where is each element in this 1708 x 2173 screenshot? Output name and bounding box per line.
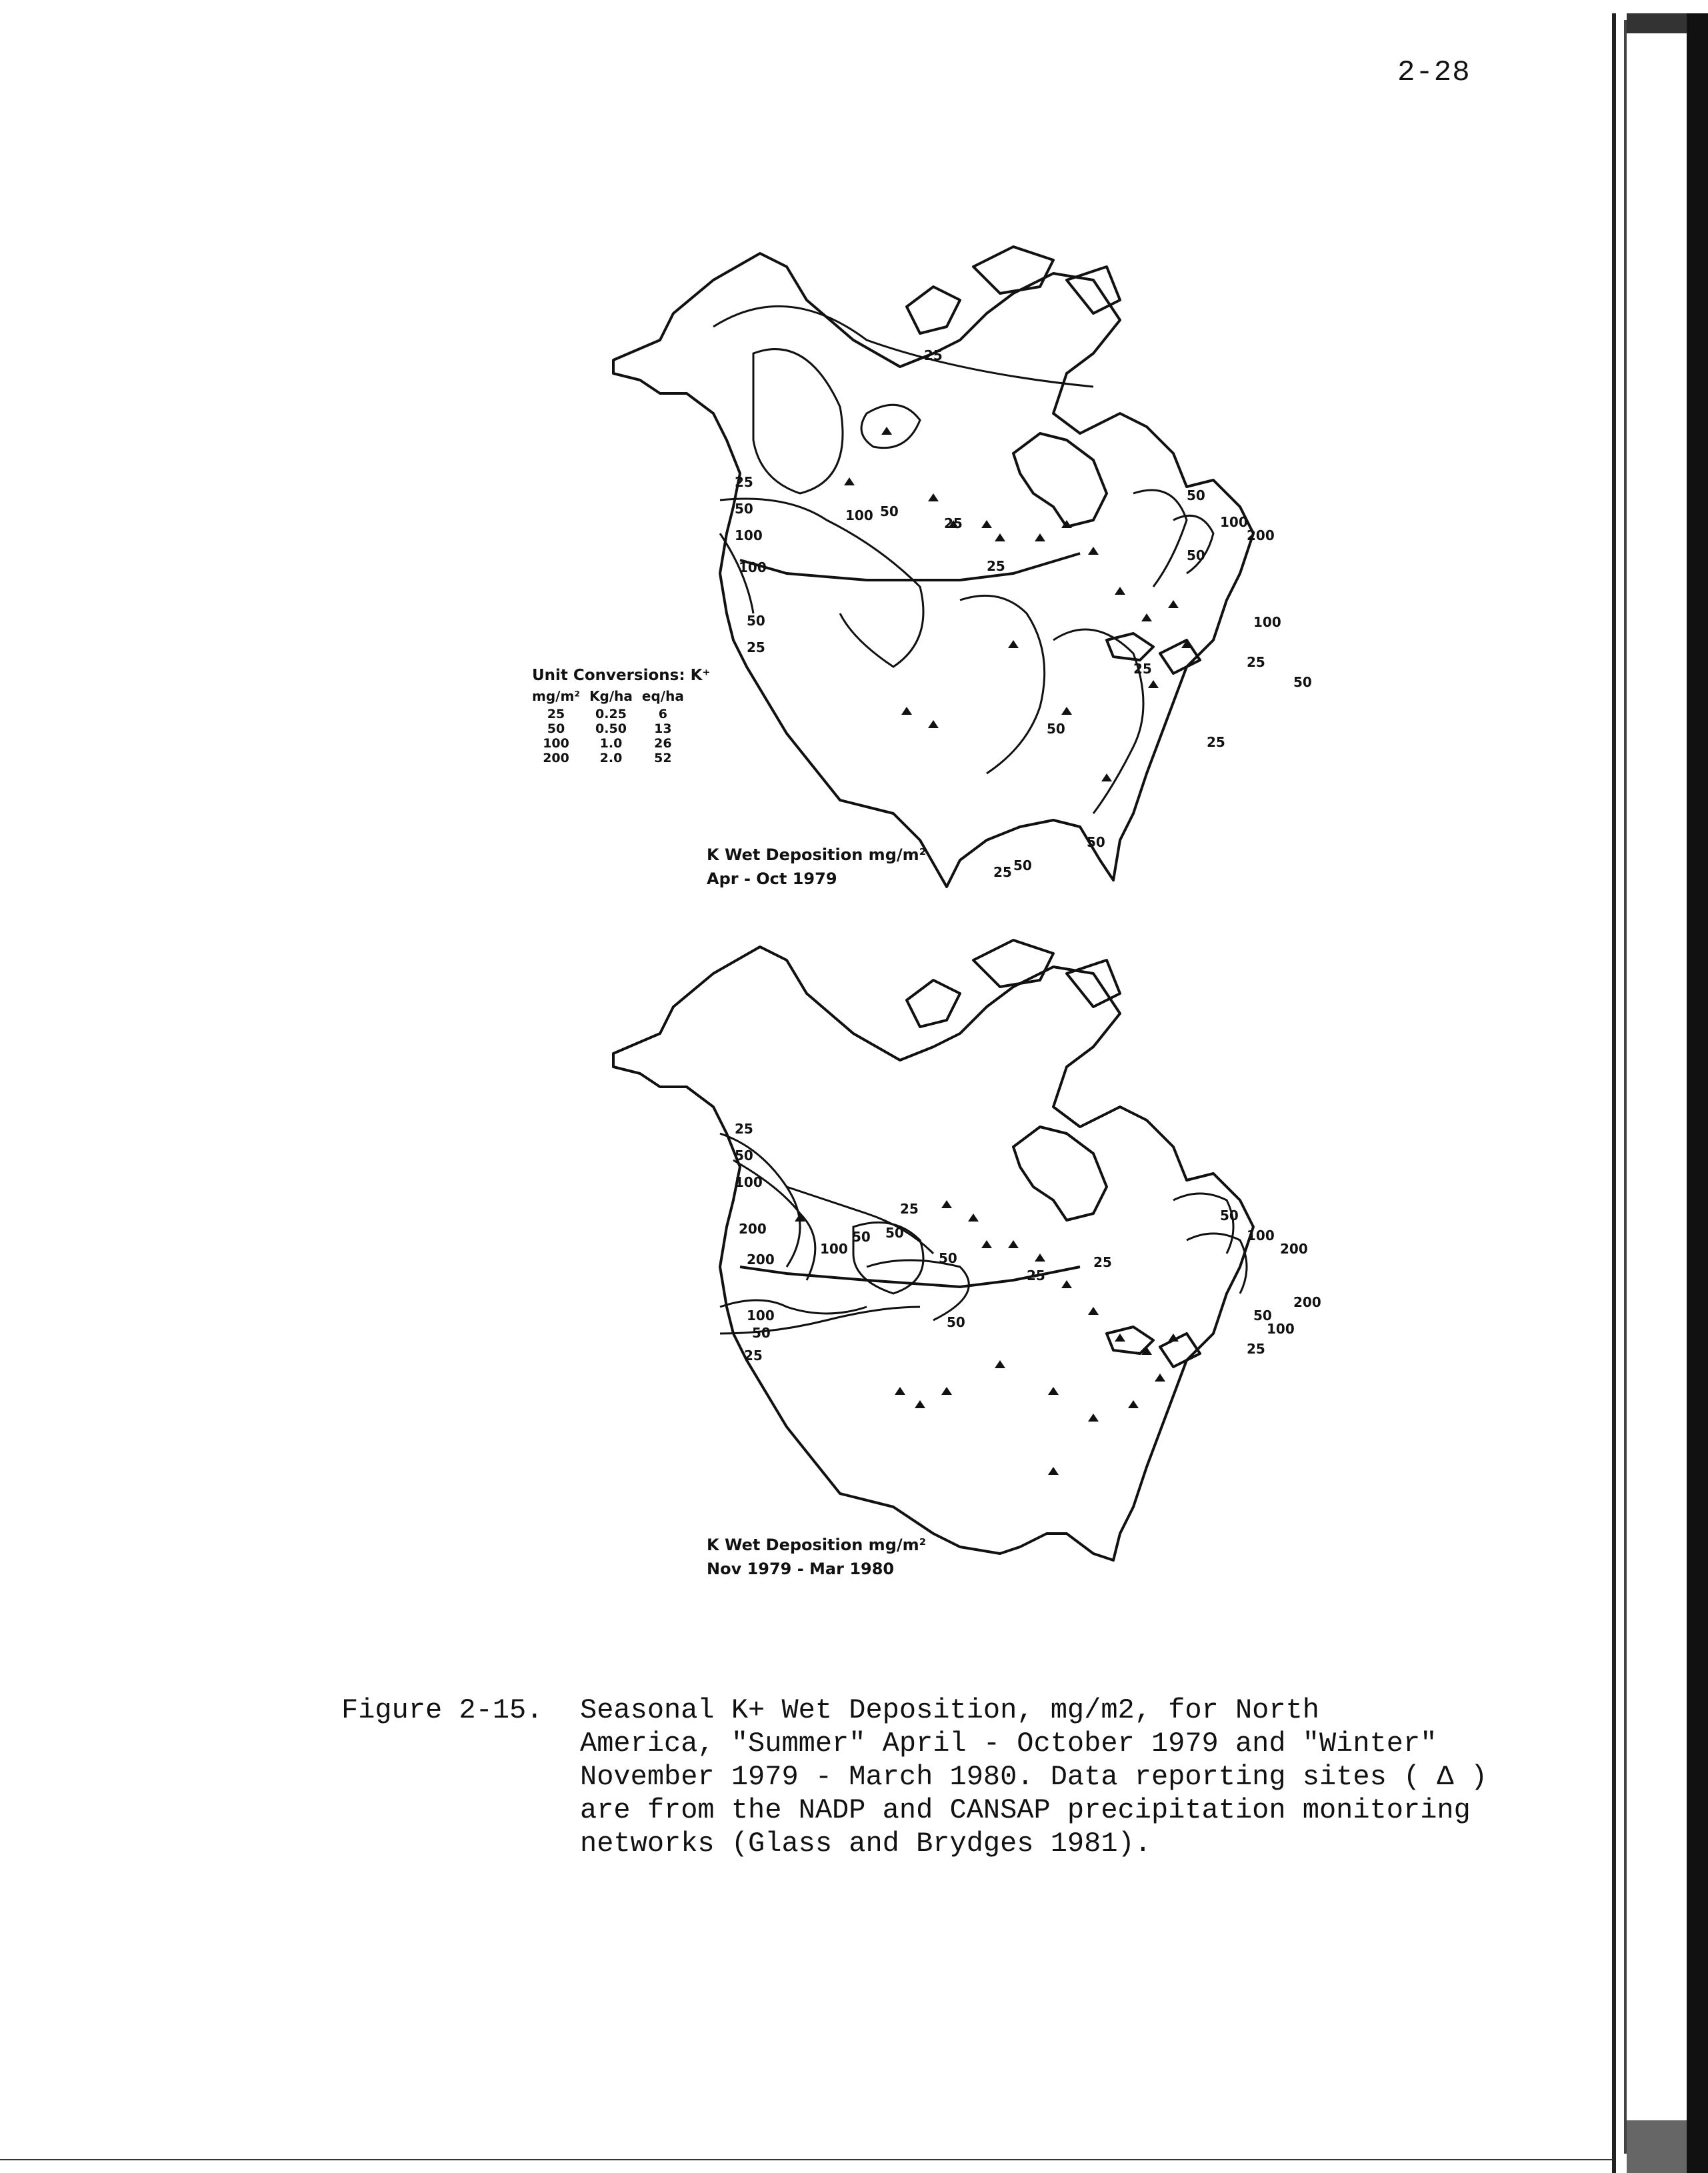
contour-label: 50 [1293, 674, 1312, 690]
contour-label: 50 [1087, 834, 1105, 850]
contour-label: 100 [1253, 614, 1281, 630]
map-period: Nov 1979 - Mar 1980 [707, 1560, 895, 1578]
legend-row [532, 721, 693, 736]
contour-label: 50 [1013, 857, 1032, 873]
map-period: Apr - Oct 1979 [707, 869, 837, 888]
contour-label: 100 [735, 1174, 763, 1190]
contour-label: 25 [987, 558, 1005, 574]
contour-labels [735, 1121, 1321, 1364]
caption-text: Seasonal K+ Wet Deposition, mg/m2, for North America, "Summer" April - October 1979 and "Winter" November 1979 - March 1980. Data reporting sites ( Δ ) are from the NADP and CANSAP precipitation monitoring networks (Glass and Brydges 1981). [580, 1694, 1488, 1860]
legend-cell: 13 [654, 721, 672, 736]
legend-cell: 6 [658, 707, 667, 721]
legend-header: Kg/ha [589, 688, 633, 704]
contour-label: 200 [1293, 1294, 1321, 1310]
contour-label: 50 [939, 1250, 957, 1266]
contour-label: 25 [900, 1201, 919, 1217]
contour-label: 100 [747, 1308, 775, 1324]
contour-label: 50 [1047, 721, 1065, 737]
legend-row [532, 751, 693, 765]
contour-label: 25 [744, 1348, 763, 1364]
map-title: K Wet Deposition mg/m² [707, 845, 927, 864]
legend-table [532, 688, 693, 765]
contour-label: 25 [993, 864, 1012, 880]
contour-label: 100 [1267, 1321, 1295, 1337]
contour-label: 25 [1027, 1268, 1045, 1284]
contour-label: 200 [747, 1252, 775, 1268]
contour-label: 50 [1187, 487, 1205, 503]
legend-header: eq/ha [641, 688, 684, 704]
contour-label: 25 [1133, 661, 1152, 677]
contour-label: 25 [924, 347, 943, 363]
contour-label: 50 [880, 503, 899, 519]
contour-label: 25 [944, 515, 963, 531]
legend-header: mg/m² [532, 688, 581, 704]
contour-label: 200 [739, 1221, 767, 1237]
legend-cell: 52 [654, 751, 672, 765]
legend-cell: 0.50 [595, 721, 627, 736]
legend-cell: 1.0 [599, 736, 623, 751]
figure-label: Figure 2-15. [341, 1694, 543, 1726]
legend-cell: 25 [547, 707, 565, 721]
contour-label: 50 [852, 1229, 871, 1245]
contour-label: 200 [1280, 1241, 1308, 1257]
contour-lines [720, 1134, 1247, 1334]
contour-labels [735, 347, 1312, 880]
binding-edge [1612, 13, 1708, 2173]
contour-label: 25 [1093, 1254, 1112, 1270]
legend-row [532, 736, 693, 751]
legend-cell: 0.25 [595, 707, 627, 721]
map-summer [587, 240, 1333, 907]
legend-cell: 26 [654, 736, 672, 751]
contour-label: 100 [735, 527, 763, 543]
contour-label: 25 [735, 1121, 753, 1137]
legend-cell: 100 [543, 736, 569, 751]
contour-label: 50 [752, 1325, 771, 1341]
coastline-outline [613, 247, 1253, 887]
contour-label: 100 [820, 1241, 848, 1257]
page-bottom-edge [0, 2159, 1613, 2160]
legend-title: Unit Conversions: K⁺ [532, 667, 711, 684]
unit-conversion-legend [532, 667, 711, 765]
contour-label: 100 [1247, 1228, 1275, 1244]
contour-label: 50 [735, 501, 753, 517]
contour-label: 50 [1220, 1208, 1239, 1224]
legend-cell: 2.0 [599, 751, 623, 765]
page-number: 2-28 [1397, 56, 1471, 89]
coastline-outline [613, 940, 1253, 1560]
contour-label: 50 [885, 1225, 904, 1241]
contour-label: 25 [747, 639, 765, 655]
contour-label: 25 [1247, 654, 1265, 670]
contour-label: 50 [1253, 1308, 1272, 1324]
map-winter [587, 933, 1333, 1594]
contour-label: 200 [1247, 527, 1275, 543]
legend-cell: 50 [547, 721, 565, 736]
contour-label: 50 [947, 1314, 965, 1330]
contour-label: 25 [1247, 1341, 1265, 1357]
legend-row [532, 707, 693, 721]
legend-cell: 200 [543, 751, 569, 765]
contour-label: 25 [1207, 734, 1225, 750]
contour-label: 50 [747, 613, 765, 629]
contour-label: 50 [1187, 547, 1205, 563]
contour-label: 100 [739, 559, 767, 575]
contour-label: 50 [735, 1148, 753, 1164]
contour-label: 25 [735, 474, 753, 490]
contour-label: 100 [1220, 514, 1248, 530]
map-title: K Wet Deposition mg/m² [707, 1536, 927, 1554]
contour-label: 100 [845, 507, 873, 523]
